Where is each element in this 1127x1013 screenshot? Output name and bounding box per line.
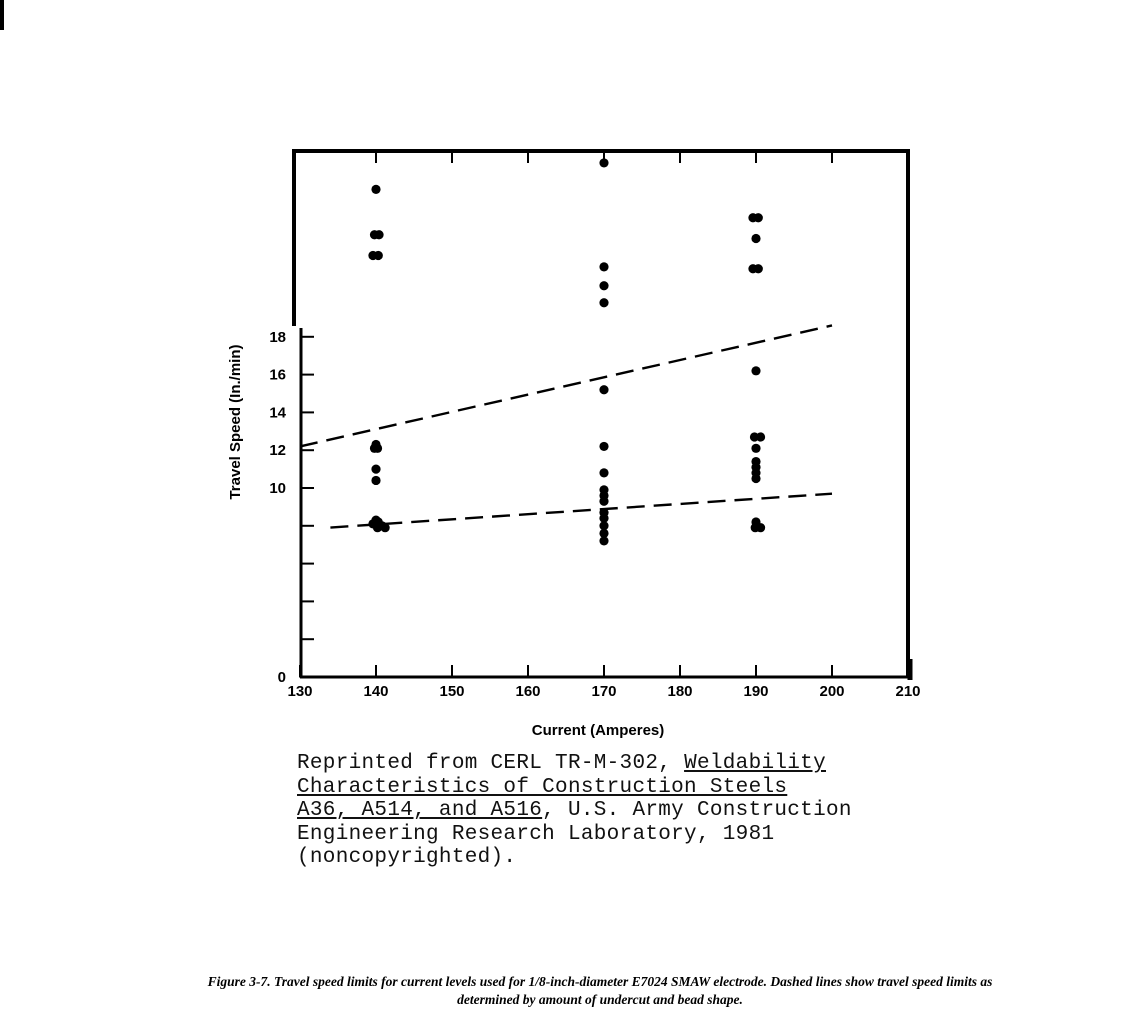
caption-line-1: Figure 3-7. Travel speed limits for current levels used for 1/8-inch-diameter E7024 SMAW electrode. Dashed lines show travel speed limits as	[207, 974, 993, 989]
data-point	[371, 476, 380, 485]
data-point	[756, 523, 765, 532]
data-point	[754, 213, 763, 222]
data-point	[371, 465, 380, 474]
data-point	[599, 298, 608, 307]
data-point	[599, 158, 608, 167]
data-point	[599, 442, 608, 451]
reprint-title-part-2: Characteristics of Construction Steels	[297, 775, 788, 799]
data-point	[599, 497, 608, 506]
data-point	[751, 234, 760, 243]
x-axis-ticks	[287, 665, 920, 700]
reprint-line-1	[297, 752, 957, 776]
y-tick-label: 12	[269, 442, 286, 460]
x-tick-label: 170	[591, 683, 617, 700]
x-tick-label: 160	[515, 683, 541, 700]
data-point	[756, 432, 765, 441]
reprint-title-part-1: Weldability	[684, 752, 826, 775]
data-point	[371, 185, 380, 194]
x-tick-label: 130	[287, 683, 313, 700]
reprint-note	[297, 752, 957, 870]
x-tick-label: 190	[743, 683, 769, 700]
reprint-line-3	[297, 799, 957, 823]
reprint-line-4: Engineering Research Laboratory, 1981	[297, 822, 775, 846]
data-point	[374, 230, 383, 239]
x-axis-title: Current (Amperes)	[531, 722, 665, 739]
data-point	[751, 444, 760, 453]
x-tick-label: 150	[439, 683, 465, 700]
x-tick-label: 140	[363, 683, 389, 700]
caption-line-2: determined by amount of undercut and bead shape.	[457, 992, 743, 1007]
y-tick-label: 16	[269, 366, 286, 384]
data-point	[374, 251, 383, 260]
x-tick-label: 200	[819, 683, 845, 700]
x-tick-label: 180	[667, 683, 693, 700]
data-point	[599, 262, 608, 271]
reprint-title-part-3: A36, A514, and A516	[297, 799, 543, 822]
data-point	[599, 468, 608, 477]
y-tick-label: 0	[277, 669, 286, 686]
reprint-line-5: (noncopyrighted).	[297, 846, 517, 869]
data-points	[368, 158, 765, 545]
data-point	[599, 385, 608, 394]
data-point	[370, 444, 379, 453]
upper-limit-line	[300, 325, 832, 446]
data-point	[381, 523, 390, 532]
y-axis-title: Travel Speed (In./min)	[227, 344, 244, 500]
data-point	[599, 281, 608, 290]
data-point	[751, 366, 760, 375]
y-tick-label: 14	[269, 404, 286, 422]
speed-limit-lines	[300, 325, 832, 527]
y-axis-ticks	[269, 329, 314, 686]
chart-frame	[293, 149, 912, 680]
data-point	[599, 536, 608, 545]
reprint-line-2	[297, 776, 957, 800]
y-tick-label: 10	[269, 480, 286, 497]
figure-caption	[100, 973, 1100, 1009]
reprint-source: Reprinted from CERL TR-M-302,	[297, 752, 685, 775]
data-point	[754, 264, 763, 273]
reprint-publisher: , U.S. Army Construction	[542, 799, 852, 822]
data-point	[751, 474, 760, 483]
x-tick-label: 210	[895, 683, 921, 700]
y-tick-label: 18	[269, 328, 286, 346]
